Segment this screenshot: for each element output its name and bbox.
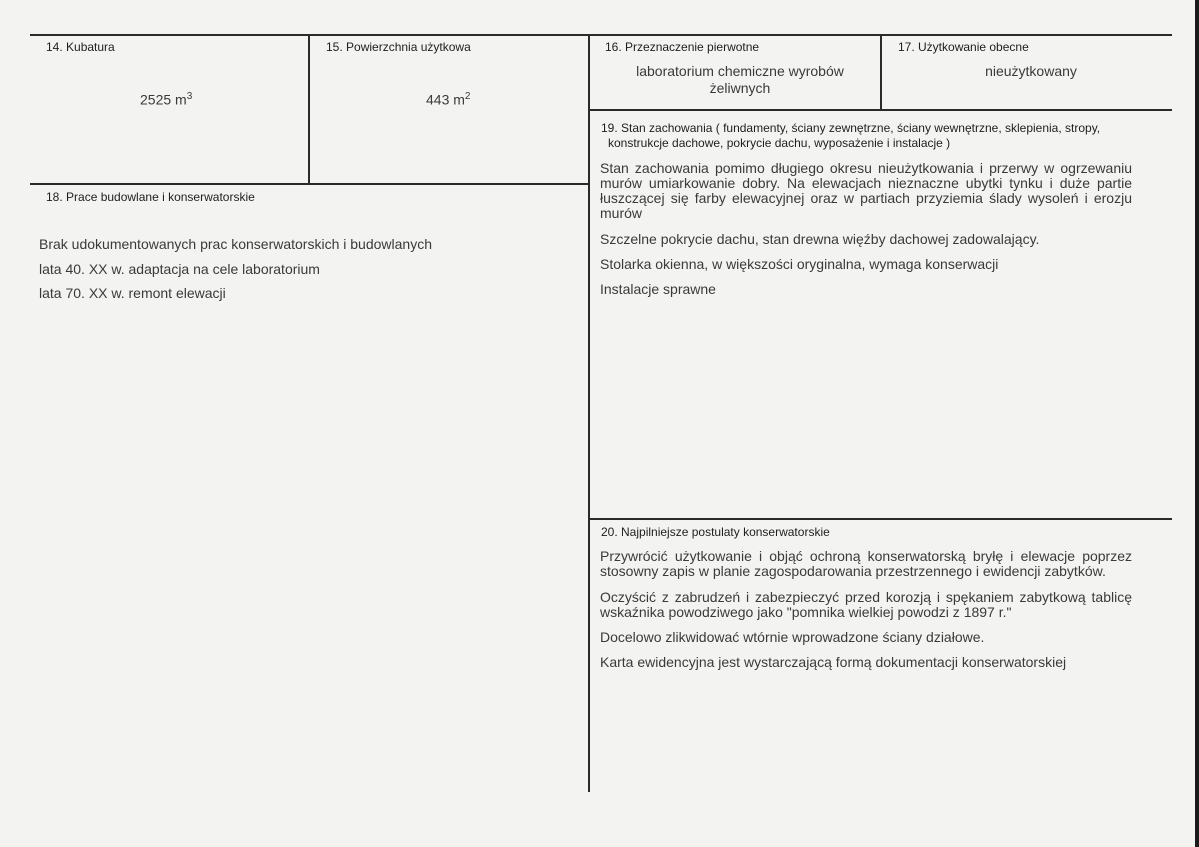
divider-center [588,34,590,792]
field19-label-line1: 19. Stan zachowania ( fundamenty, ściany zewnętrzne, ściany wewnętrzne, sklepienia, stropy, [601,121,1101,135]
field17-value: nieużytkowany [985,63,1077,79]
field19-paragraph-4: Instalacje sprawne [600,281,716,297]
field18-line-1: Brak udokumentowanych prac konserwatorskich i budowlanych [39,236,432,252]
field18-line-3: lata 70. XX w. remont elewacji [39,285,226,301]
field20-paragraph-2: Oczyścić z zabrudzeń i zabezpieczyć przed korozją i spękaniem zabytkową tablicę wskaźnika powodziwego jako "pomnika wielkiej powodzi z 1897 r." [600,589,1132,620]
field20-label: 20. Najpilniejsze postulaty konserwatorskie [601,525,830,539]
rule-14-15-bottom [30,183,590,185]
divider-14-15 [308,34,310,184]
field18-line-2: lata 40. XX w. adaptacja na cele laboratorium [39,261,320,277]
field20-paragraph-4: Karta ewidencyjna jest wystarczającą formą dokumentacji konserwatorskiej [600,654,1067,670]
field15-number: 443 m [426,91,465,108]
field14-unit-exponent: 3 [186,91,193,102]
field14-value [140,88,192,109]
rule-20-top [589,518,1172,520]
field15-value [426,88,470,109]
field15-unit-exponent: 2 [464,91,471,102]
field19-paragraph-2: Szczelne pokrycie dachu, stan drewna więźby dachowej zadowalający. [600,231,1040,247]
top-rule [30,34,1172,36]
field19-paragraph-1: Stan zachowania pomimo długiego okresu nieużytkowania i przerwy w ogrzewaniu murów umiarkowanie dobry. Na elewacjach nieznaczne ubytki tynku i duże partie łuszczącej się farby elewacyjnej oraz w partiach przyziemia ślady wysoleń i erozju murów [600,160,1132,221]
field14-number: 2525 m [140,91,187,108]
field18-label: 18. Prace budowlane i konserwatorskie [46,190,255,204]
field17-label: 17. Użytkowanie obecne [898,40,1029,54]
field14-label: 14. Kubatura [46,40,115,54]
page-edge [1195,0,1199,847]
field16-value: laboratorium chemiczne wyrobów żeliwnych [636,63,844,96]
field16-label: 16. Przeznaczenie pierwotne [605,40,760,54]
field19-paragraph-3: Stolarka okienna, w większości oryginalna, wymaga konserwacji [600,256,999,272]
divider-16-17 [880,34,882,110]
field20-paragraph-3: Docelowo zlikwidować wtórnie wprowadzone ściany działowe. [600,629,985,645]
field15-label: 15. Powierzchnia użytkowa [326,40,471,54]
field20-paragraph-1: Przywrócić użytkowanie i objąć ochroną konserwatorską bryłę i elewacje poprzez stosowny zapis w planie zagospodarowania przestrzennego i ewidencji zabytków. [600,548,1132,579]
field19-label-line2: konstrukcje dachowe, pokrycie dachu, wyposażenie i instalacje ) [608,136,951,150]
